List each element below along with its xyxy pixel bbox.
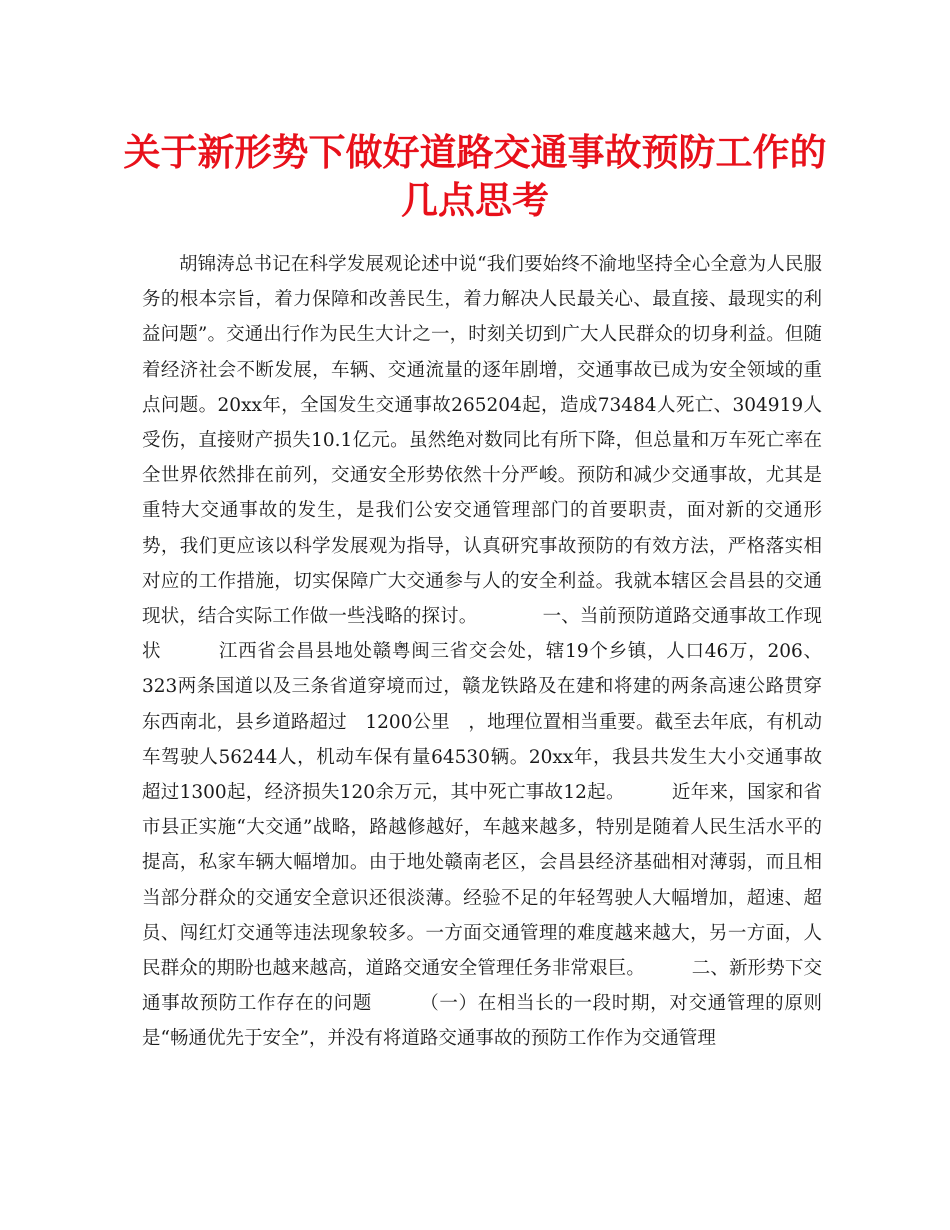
- document-title-line-1: 关于新形势下做好道路交通事故预防工作的: [123, 130, 827, 174]
- document-body-paragraph: 胡锦涛总书记在科学发展观论述中说“我们要始终不渝地坚持全心全意为人民服务的根本宗旨，着力保障和改善民生，着力解决人民最关心、最直接、最现实的利益问题”。交通出行作为民生大计之一，时刻关切到广大人民群众的切身利益。但随着经济社会不断发展，车辆、交通流量的逐年剧增，交通事故已成为安全领域的重点问题。20xx年，全国发生交通事故265204起，造成73484人死亡、304919人受伤，直接财产损失10.1亿元。虽然绝对数同比有所下降，但总量和万车死亡率在全世界依然排在前列，交通安全形势依然十分严峻。预防和减少交通事故，尤其是重特大交通事故的发生，是我们公安交通管理部门的首要职责，面对新的交通形势，我们更应该以科学发展观为指导，认真研究事故预防的有效方法，严格落实相对应的工作措施，切实保障广大交通参与人的安全利益。我就本辖区会昌县的交通现状，结合实际工作做一些浅略的探讨。 一、当前预防道路交通事故工作现状 江西省会昌县地处赣粤闽三省交会处，辖19个乡镇，人口46万，206、323两条国道以及三条省道穿境而过，赣龙铁路及在建和将建的两条高速公路贯穿东西南北，县乡道路超过 1200公里 ，地理位置相当重要。截至去年底，有机动车驾驶人56244人，机动车保有量64530辆。20xx年，我县共发生大小交通事故超过1300起，经济损失120余万元，其中死亡事故12起。 近年来，国家和省市县正实施“大交通”战略，路越修越好，车越来越多，特别是随着人民生活水平的提高，私家车辆大幅增加。由于地处赣南老区，会昌县经济基础相对薄弱，而且相当部分群众的交通安全意识还很淡薄。经验不足的年轻驾驶人大幅增加，超速、超员、闯红灯交通等违法现象较多。一方面交通管理的难度越来越大，另一方面，人民群众的期盼也越来越高，道路交通安全管理任务非常艰巨。 二、新形势下交通事故预防工作存在的问题 （一）在相当长的一段时期，对交通管理的原则是“畅通优先于安全”，并没有将道路交通事故的预防工作作为交通管理: [142, 254, 822, 1050]
- document-title-line-2: 几点思考: [401, 178, 549, 222]
